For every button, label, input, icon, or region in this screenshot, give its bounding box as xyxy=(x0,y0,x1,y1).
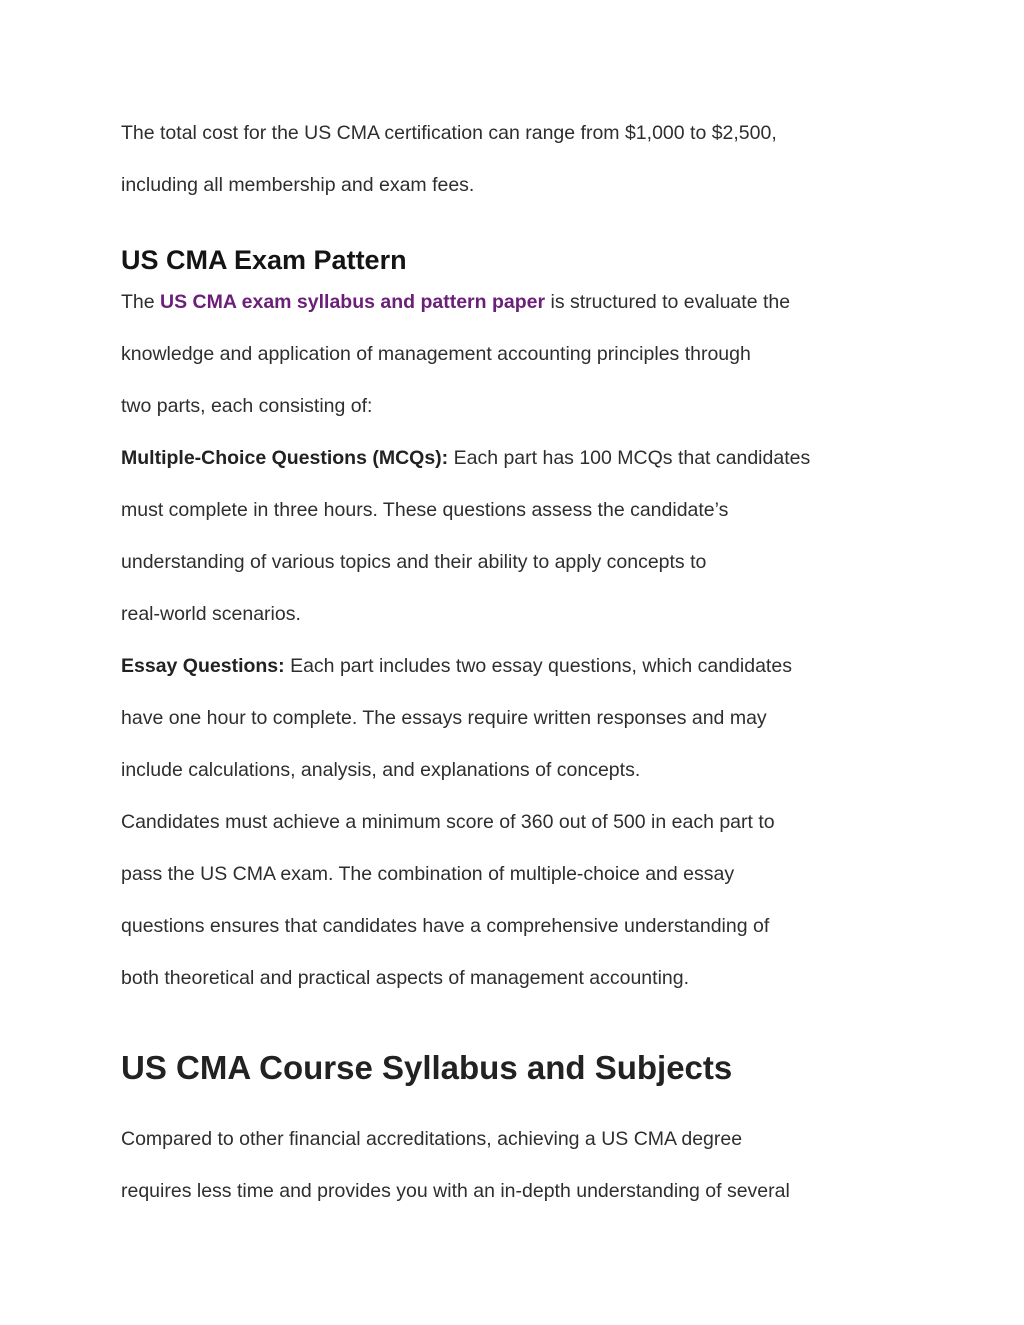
intro-line-2: including all membership and exam fees. xyxy=(121,174,475,196)
exam-pattern-prefix: The xyxy=(121,291,161,313)
mcq-line-1 xyxy=(121,432,810,484)
syllabus-pattern-link[interactable]: US CMA exam syllabus and pattern paper xyxy=(160,291,546,313)
exam-pattern-paragraph xyxy=(121,276,790,432)
pass-line-3: questions ensures that candidates have a comprehensive understanding of xyxy=(121,915,770,937)
intro-paragraph xyxy=(121,107,777,211)
syllabus-heading: US CMA Course Syllabus and Subjects xyxy=(121,1049,733,1086)
essay-paragraph xyxy=(121,640,792,796)
pass-paragraph xyxy=(121,796,775,1004)
pass-line-1: Candidates must achieve a minimum score of 360 out of 500 in each part to xyxy=(121,811,775,833)
mcq-line-3: understanding of various topics and their ability to apply concepts to xyxy=(121,551,707,573)
exam-pattern-line-3: two parts, each consisting of: xyxy=(121,395,373,417)
essay-line-2: have one hour to complete. The essays require written responses and may xyxy=(121,707,767,729)
essay-label: Essay Questions: xyxy=(121,655,285,677)
exam-pattern-line-1 xyxy=(121,276,790,328)
mcq-line-4: real-world scenarios. xyxy=(121,603,301,625)
exam-pattern-rest: is structured to evaluate the xyxy=(545,291,791,313)
mcq-label: Multiple-Choice Questions (MCQs): xyxy=(121,447,449,469)
pass-line-2: pass the US CMA exam. The combination of multiple-choice and essay xyxy=(121,863,735,885)
syllabus-line-2: requires less time and provides you with an in-depth understanding of several xyxy=(121,1180,790,1202)
mcq-line-2: must complete in three hours. These questions assess the candidate’s xyxy=(121,499,729,521)
pass-line-4: both theoretical and practical aspects of management accounting. xyxy=(121,967,690,989)
essay-text: Each part includes two essay questions, which candidates xyxy=(284,655,792,677)
mcq-text: Each part has 100 MCQs that candidates xyxy=(448,447,811,469)
essay-line-1 xyxy=(121,640,792,692)
essay-line-3: include calculations, analysis, and explanations of concepts. xyxy=(121,759,641,781)
syllabus-paragraph xyxy=(121,1113,790,1217)
intro-line-1: The total cost for the US CMA certification can range from $1,000 to $2,500, xyxy=(121,122,777,144)
exam-pattern-heading: US CMA Exam Pattern xyxy=(121,245,407,275)
exam-pattern-line-2: knowledge and application of management accounting principles through xyxy=(121,343,751,365)
syllabus-line-1: Compared to other financial accreditations, achieving a US CMA degree xyxy=(121,1128,743,1150)
mcq-paragraph xyxy=(121,432,810,640)
